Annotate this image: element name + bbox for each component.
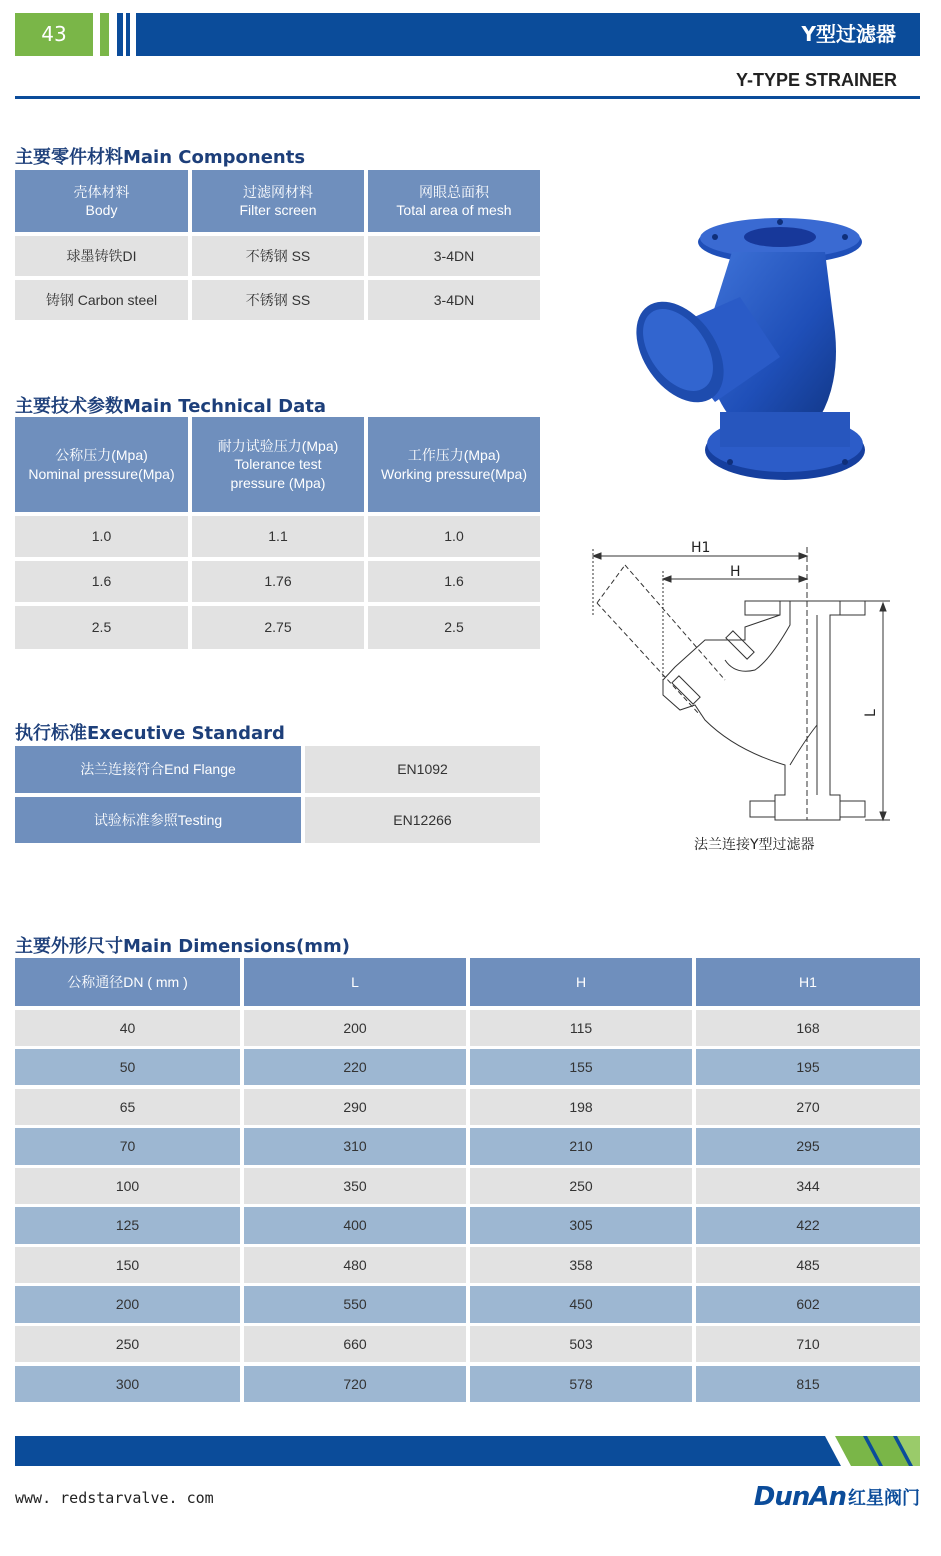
header-stripe-green — [100, 13, 109, 56]
table-cell: 200 — [244, 1010, 466, 1046]
table-cell: 815 — [696, 1366, 920, 1402]
page-title-cn: Y型过滤器 — [801, 22, 896, 46]
dim-label-h: H — [730, 564, 741, 580]
table-cell: 150 — [15, 1247, 240, 1283]
table-cell: 710 — [696, 1326, 920, 1362]
header-line: Working pressure(Mpa) — [380, 465, 527, 482]
table-cell: 720 — [244, 1366, 466, 1402]
table-cell: 602 — [696, 1286, 920, 1323]
table-cell: 578 — [470, 1366, 692, 1402]
header-en: Filter screen — [239, 202, 317, 218]
table-cell: 1.6 — [368, 561, 540, 602]
table-cell: 铸钢 Carbon steel — [15, 280, 188, 320]
dim-header: H1 — [696, 958, 920, 1006]
header-cn: 网眼总面积 — [419, 183, 489, 200]
table-cell: 70 — [15, 1128, 240, 1165]
header-line: 公称压力(Mpa) — [55, 447, 148, 464]
technical-title: 主要技术参数Main Technical Data — [15, 396, 326, 417]
table-cell: 3-4DN — [368, 236, 540, 276]
standard-value: EN1092 — [305, 746, 540, 793]
brand-name-en: DunAn — [753, 1482, 846, 1512]
table-cell: 400 — [244, 1207, 466, 1244]
table-cell: 2.5 — [368, 606, 540, 649]
technical-header-working — [368, 417, 540, 512]
components-header-mesh — [368, 170, 540, 232]
table-cell: 100 — [15, 1168, 240, 1204]
header-en: Body — [85, 202, 118, 218]
dimensions-table — [15, 958, 920, 1404]
table-cell: 344 — [696, 1168, 920, 1204]
table-cell: 550 — [244, 1286, 466, 1323]
table-cell: 270 — [696, 1089, 920, 1125]
dim-label-h1: H1 — [691, 540, 711, 556]
table-cell: 250 — [15, 1326, 240, 1362]
standard-table — [15, 746, 540, 843]
components-header-body — [15, 170, 188, 232]
brand-logo — [754, 1482, 920, 1512]
table-cell: 422 — [696, 1207, 920, 1244]
header-cn: 过滤网材料 — [243, 183, 313, 200]
header-line: Tolerance test — [234, 456, 322, 473]
table-cell: 1.0 — [15, 516, 188, 557]
table-cell: 200 — [15, 1286, 240, 1323]
table-cell: 1.1 — [192, 516, 364, 557]
dim-label-l: L — [863, 709, 879, 717]
strainer-drawing — [585, 535, 895, 825]
table-cell: 503 — [470, 1326, 692, 1362]
table-cell: 不锈钢 SS — [192, 236, 364, 276]
product-photo — [620, 212, 870, 492]
table-cell: 485 — [696, 1247, 920, 1283]
table-cell: 305 — [470, 1207, 692, 1244]
table-cell: 50 — [15, 1049, 240, 1085]
table-cell: 115 — [470, 1010, 692, 1046]
dimensions-title: 主要外形尺寸Main Dimensions(mm) — [15, 936, 350, 957]
table-cell: 250 — [470, 1168, 692, 1204]
table-cell: 450 — [470, 1286, 692, 1323]
table-cell: 300 — [15, 1366, 240, 1402]
brand-name-cn: 红星阀门 — [848, 1488, 920, 1509]
table-cell: 290 — [244, 1089, 466, 1125]
table-cell: 358 — [470, 1247, 692, 1283]
standard-value: EN12266 — [305, 797, 540, 843]
table-cell: 155 — [470, 1049, 692, 1085]
dim-header: H — [470, 958, 692, 1006]
technical-header-tolerance — [192, 417, 364, 512]
table-cell: 195 — [696, 1049, 920, 1085]
header-en: Total area of mesh — [396, 202, 512, 218]
header-cn: 壳体材料 — [73, 183, 130, 200]
header-line: Nominal pressure(Mpa) — [28, 465, 175, 482]
table-cell: 球墨铸铁DI — [15, 236, 188, 276]
table-cell: 310 — [244, 1128, 466, 1165]
table-cell: 1.0 — [368, 516, 540, 557]
header-line: 耐力试验压力(Mpa) — [217, 438, 339, 455]
table-cell: 220 — [244, 1049, 466, 1085]
components-header-filter — [192, 170, 364, 232]
table-cell: 40 — [15, 1010, 240, 1046]
standard-title: 执行标准Executive Standard — [15, 723, 285, 744]
header-stripe-blue-2 — [126, 13, 130, 56]
header-bar — [136, 13, 920, 56]
table-cell: 不锈钢 SS — [192, 280, 364, 320]
dim-header: L — [244, 958, 466, 1006]
table-cell: 660 — [244, 1326, 466, 1362]
table-cell: 350 — [244, 1168, 466, 1204]
table-cell: 2.5 — [15, 606, 188, 649]
footer-url[interactable]: www. redstarvalve. com — [15, 1489, 214, 1507]
footer-bar — [15, 1436, 920, 1466]
table-cell: 295 — [696, 1128, 920, 1165]
page-title-en: Y-TYPE STRAINER — [735, 70, 897, 90]
table-cell: 1.76 — [192, 561, 364, 602]
footer-stripes — [815, 1436, 920, 1466]
technical-header-nominal — [15, 417, 188, 512]
header-stripe-blue — [117, 13, 123, 56]
header-line: 工作压力(Mpa) — [407, 447, 501, 464]
table-cell: 2.75 — [192, 606, 364, 649]
standard-label: 法兰连接符合End Flange — [15, 746, 301, 793]
table-cell: 198 — [470, 1089, 692, 1125]
table-cell: 3-4DN — [368, 280, 540, 320]
drawing-caption: 法兰连接Y型过滤器 — [694, 837, 815, 853]
table-cell: 480 — [244, 1247, 466, 1283]
header-rule — [15, 96, 920, 99]
table-cell: 1.6 — [15, 561, 188, 602]
header-line: pressure (Mpa) — [230, 474, 326, 491]
components-title: 主要零件材料Main Components — [15, 147, 306, 168]
components-table — [15, 170, 540, 322]
table-cell: 125 — [15, 1207, 240, 1244]
table-cell: 168 — [696, 1010, 920, 1046]
standard-label: 试验标准参照Testing — [15, 797, 301, 843]
technical-table — [15, 417, 540, 651]
page-number: 43 — [15, 13, 93, 56]
table-cell: 210 — [470, 1128, 692, 1165]
dim-header: 公称通径DN ( mm ) — [15, 958, 240, 1006]
table-cell: 65 — [15, 1089, 240, 1125]
